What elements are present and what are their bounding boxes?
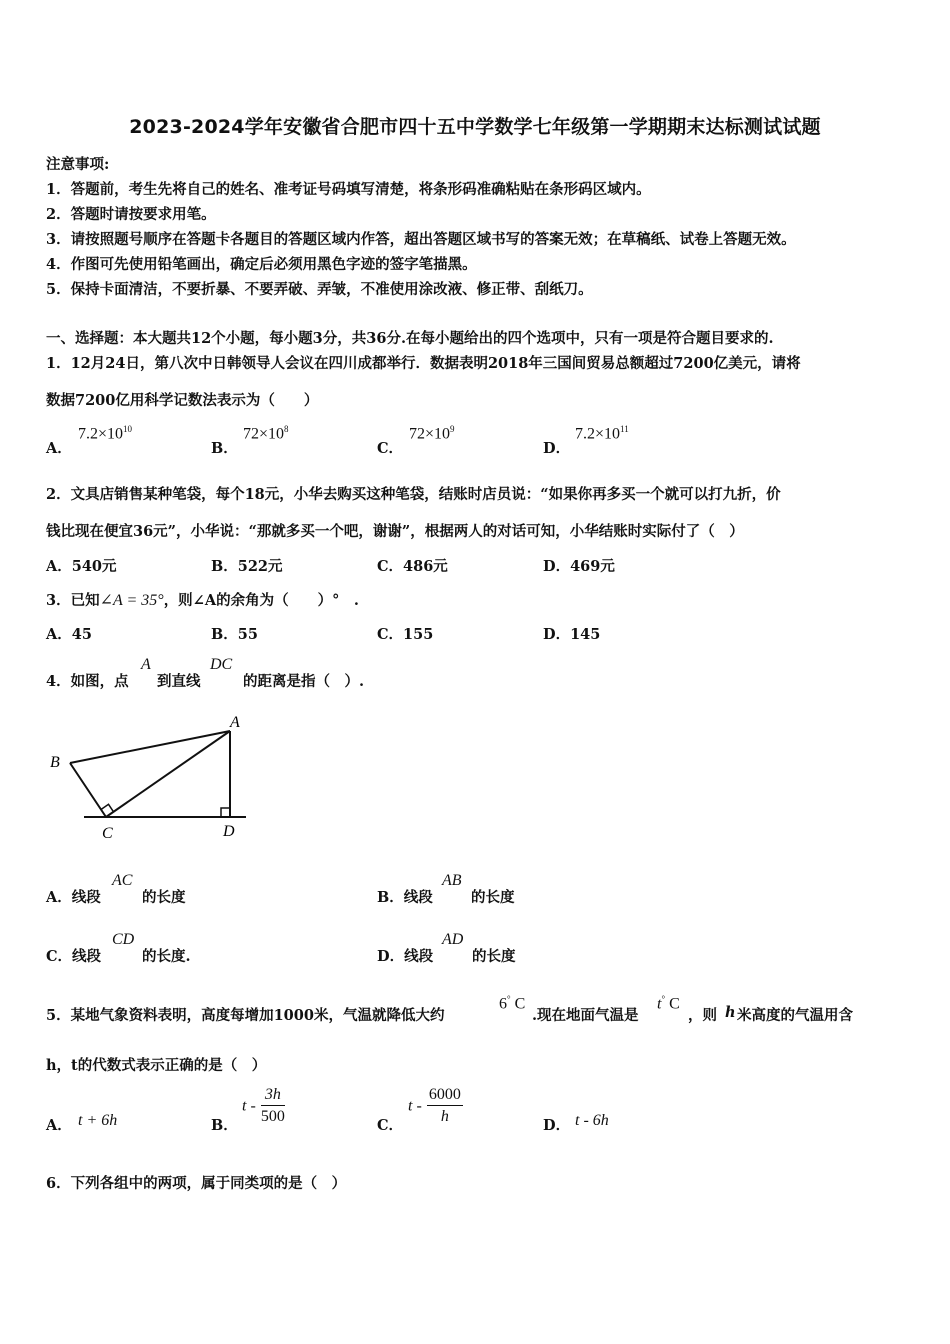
q5-option-d-label: D． xyxy=(543,1117,571,1134)
q5-option-c-label: C． xyxy=(377,1117,404,1134)
notice-heading: 注意事项: xyxy=(46,156,110,173)
q2-option-b: B．522元 xyxy=(211,558,283,575)
label-c: C xyxy=(102,825,113,842)
q3-angle-math: ∠A = 35° xyxy=(99,592,164,609)
q4-option-d-seg: AD xyxy=(442,931,464,948)
question-1-stem: 1．12月24日，第八次中日韩领导人会议在四川成都举行．数据表明2018年三国间贸易总额超过7200亿美元，请将 xyxy=(46,355,801,372)
triangle-figure xyxy=(40,705,260,845)
q1-option-d-math: $7.2\times 10^{11}$ xyxy=(575,424,629,443)
q4-option-d-tail: 的长度 xyxy=(472,948,516,965)
q5-option-a-math: t + 6h xyxy=(78,1112,118,1129)
q4-option-a-tail: 的长度 xyxy=(142,889,186,906)
q4-line-dc: DC xyxy=(210,656,233,673)
q5-option-d-math: t - 6h xyxy=(575,1112,609,1129)
q1-option-b-math: $72\times 10^8$ xyxy=(243,424,289,443)
q5-h: h xyxy=(725,1004,736,1021)
q4-option-c-seg: CD xyxy=(112,931,135,948)
q1-option-a-label: A． xyxy=(46,440,72,457)
q3-option-d: D．145 xyxy=(543,626,601,643)
q2-option-c: C．486元 xyxy=(377,558,448,575)
q2-option-a: A．540元 xyxy=(46,558,117,575)
label-b: B xyxy=(50,754,60,771)
right-angle-d xyxy=(221,808,230,817)
q5-option-b-math: t - $\frac{3h}{500}$ xyxy=(242,1086,285,1125)
q4-option-d-label: D．线段 xyxy=(377,948,434,965)
q5-temp-drop: 6° C xyxy=(499,994,526,1013)
notice-item: 5．保持卡面清洁，不要折暴、不要弄破、弄皱，不准使用涂改液、修正带、刮纸刀。 xyxy=(46,281,593,298)
question-5-stem-mid: .现在地面气温是 xyxy=(532,1007,639,1024)
q5-ground-temp: t° C xyxy=(657,994,680,1013)
question-1-stem-cont: 数据7200亿用科学记数法表示为（ ） xyxy=(46,392,319,409)
q4-option-b-seg: AB xyxy=(442,872,462,889)
q4-point-a: A xyxy=(141,656,151,673)
page-title: 2023-2024学年安徽省合肥市四十五中学数学七年级第一学期期末达标测试试题 xyxy=(129,116,821,138)
notice-item: 1．答题前，考生先将自己的姓名、准考证号码填写清楚，将条形码准确粘贴在条形码区域内。 xyxy=(46,181,651,198)
q5-option-c-math: t - $\frac{6000}{h}$ xyxy=(408,1086,461,1125)
q5-option-b-label: B． xyxy=(211,1117,238,1134)
question-4-stem: 4．如图，点 xyxy=(46,673,129,690)
q5-option-a-label: A． xyxy=(46,1117,72,1134)
question-2-stem-cont: 钱比现在便宜36元”，小华说：“那就多买一个吧，谢谢”，根据两人的对话可知，小华结账时实际付了（ ） xyxy=(46,523,744,540)
q1-option-c-math: $72\times 10^9$ xyxy=(409,424,455,443)
q1-option-c-label: C． xyxy=(377,440,404,457)
notice-item: 3．请按照题号顺序在答题卡各题目的答题区域内作答，超出答题区域书写的答案无效；在草稿纸、试卷上答题无效。 xyxy=(46,231,796,248)
q3-option-b: B．55 xyxy=(211,626,258,643)
q1-option-b-label: B． xyxy=(211,440,238,457)
question-6-stem: 6．下列各组中的两项，属于同类项的是（ ） xyxy=(46,1175,347,1192)
q2-option-d: D．469元 xyxy=(543,558,615,575)
q4-option-c-tail: 的长度. xyxy=(142,948,191,965)
q1-option-a-math: $7.2\times 10^{10}$ xyxy=(78,424,133,443)
question-5-stem-then: ，则 xyxy=(688,1007,717,1024)
q4-option-a-seg: AC xyxy=(112,872,133,889)
q4-option-a-label: A．线段 xyxy=(46,889,101,906)
question-2-stem: 2．文具店销售某种笔袋，每个18元，小华去购买这种笔袋，结账时店员说：“如果你再多买一个就可以打九折，价 xyxy=(46,486,781,503)
label-a: A xyxy=(230,714,240,731)
q3-option-a: A．45 xyxy=(46,626,92,643)
question-5-stem: 5．某地气象资料表明，高度每增加1000米，气温就降低大约 xyxy=(46,1007,445,1024)
section-heading: 一、选择题：本大题共12个小题，每小题3分，共36分.在每小题给出的四个选项中，只有一项是符合题目要求的. xyxy=(46,330,774,347)
notice-item: 4．作图可先使用铅笔画出，确定后必须用黑色字迹的签字笔描黑。 xyxy=(46,256,477,273)
q4-option-c-label: C．线段 xyxy=(46,948,102,965)
q4-option-b-label: B．线段 xyxy=(377,889,433,906)
q4-option-b-tail: 的长度 xyxy=(471,889,515,906)
notice-item: 2．答题时请按要求用笔。 xyxy=(46,206,216,223)
question-5-stem-cont: h，t的代数式表示正确的是（ ） xyxy=(46,1057,267,1074)
question-3-stem: 3．已知∠A = 35°，则∠A的余角为（ ）° . xyxy=(46,592,359,609)
question-5-stem-end: 米高度的气温用含 xyxy=(737,1007,853,1024)
q3-option-c: C．155 xyxy=(377,626,434,643)
question-4-stem-end: 的距离是指（ ）. xyxy=(243,673,365,690)
label-d: D xyxy=(223,823,235,840)
q1-option-d-label: D． xyxy=(543,440,571,457)
question-4-stem-mid: 到直线 xyxy=(157,673,201,690)
